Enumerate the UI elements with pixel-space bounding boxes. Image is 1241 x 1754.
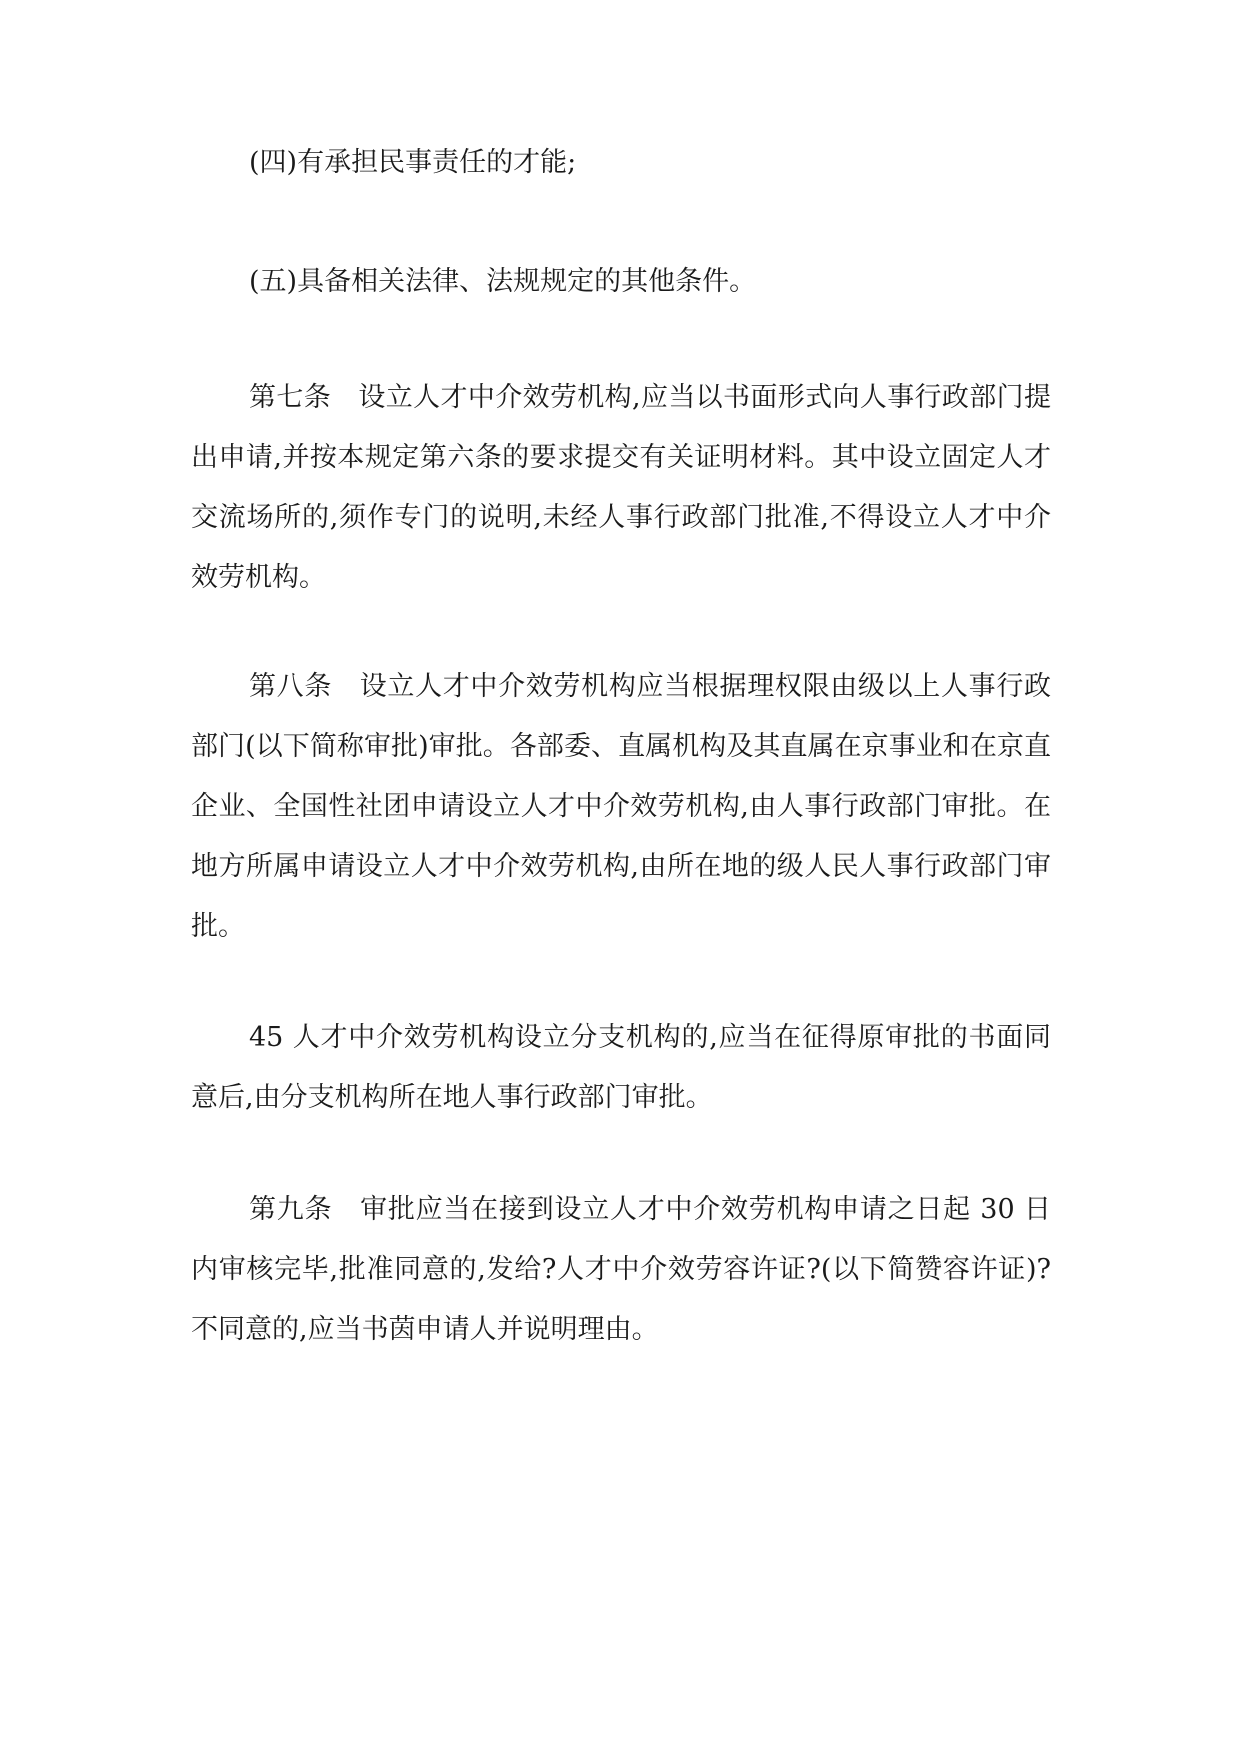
paragraph-item-4: (四)有承担民事责任的才能; <box>249 147 577 178</box>
paragraph-article-7: 第七条 设立人才中介效劳机构,应当以书面形式向人事行政部门提出申请,并按本规定第六条的要求提交有关证明材料。其中设立固定人才交流场所的,须作专门的说明,未经人事行政部门批准,不得设立人才中介效劳机构。 <box>191 382 1051 593</box>
paragraph-article-8: 第八条 设立人才中介效劳机构应当根据理权限由级以上人事行政部门(以下简称审批)审批。各部委、直属机构及其直属在京事业和在京直企业、全国性社团申请设立人才中介效劳机构,由人事行政部门审批。在地方所属申请设立人才中介效劳机构,由所在地的级人民人事行政部门审批。 <box>191 671 1051 942</box>
paragraph-article-45: 45 人才中介效劳机构设立分支机构的,应当在征得原审批的书面同意后,由分支机构所在地人事行政部门审批。 <box>191 1022 1051 1113</box>
paragraph-article-9: 第九条 审批应当在接到设立人才中介效劳机构申请之日起 30 日内审核完毕,批准同意的,发给?人才中介效劳容许证?(以下简赞容许证)?不同意的,应当书茵申请人并说明理由。 <box>191 1194 1051 1345</box>
paragraph-item-5: (五)具备相关法律、法规规定的其他条件。 <box>249 266 757 297</box>
